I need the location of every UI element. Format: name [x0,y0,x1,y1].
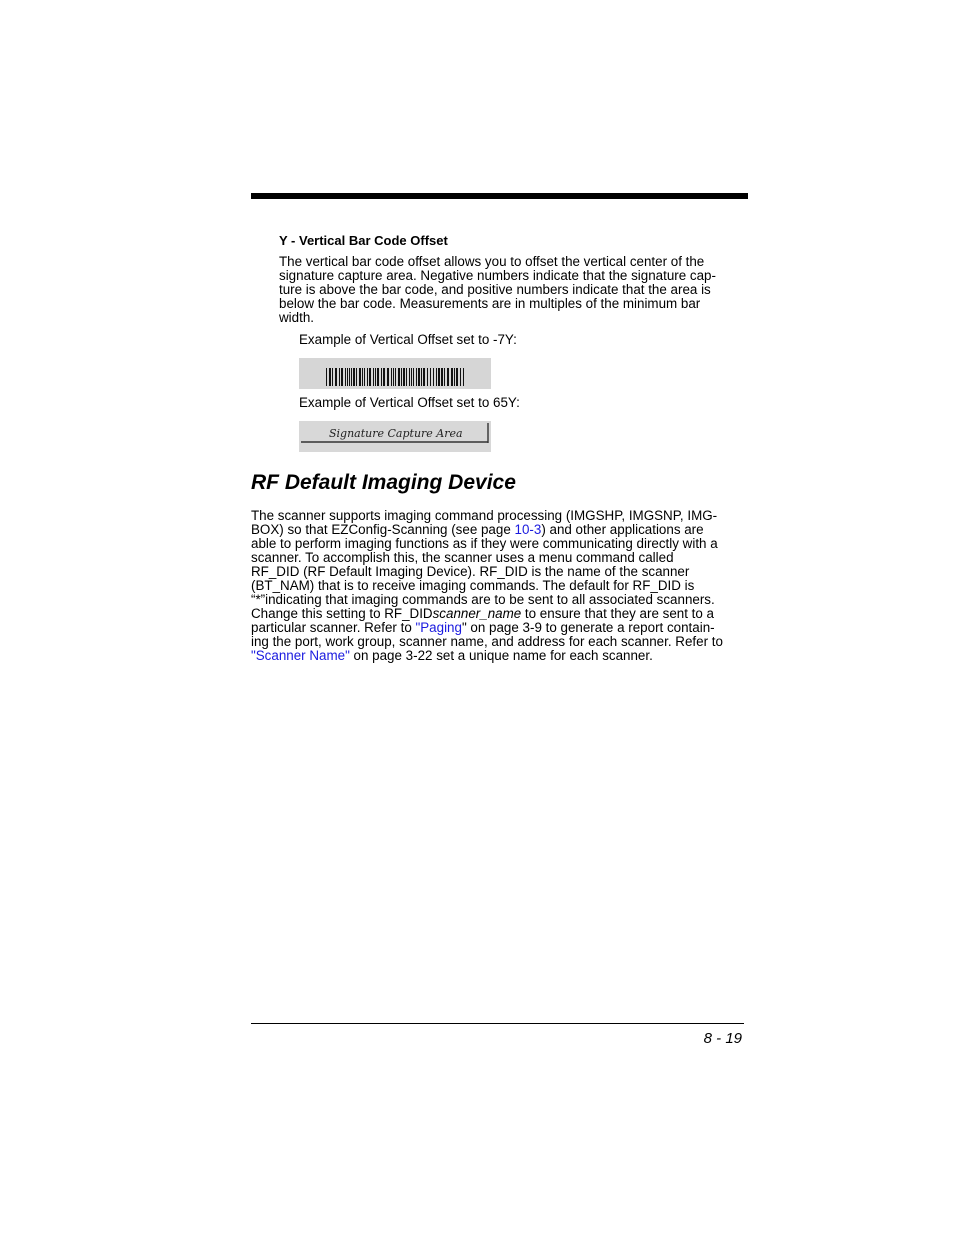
barcode-example-image [299,358,491,389]
barcode-bar [362,368,363,386]
page-number: 8 - 19 [703,1030,742,1047]
paging-link[interactable]: "Paging [415,620,462,635]
barcode-bar [398,368,400,386]
barcode-graphic [299,358,491,389]
barcode-bar [387,368,389,386]
text-segment: BOX) so that EZConfig-Scanning (see page [251,522,515,537]
barcode-bar [375,368,376,386]
barcode-bar [456,368,458,386]
barcode-bar [373,368,374,386]
header-rule [251,193,748,199]
barcode-bar [329,368,331,386]
barcode-bar [463,368,464,386]
text-segment: ) and other applications are [541,522,704,537]
paragraph-line: width. [279,310,314,325]
barcode-bar [406,368,407,386]
barcode-bar [447,368,449,386]
paragraph-line: signature capture area. Negative numbers indicate that the signature cap- [279,268,716,283]
barcode-bar [383,368,385,386]
barcode-bar [332,368,333,386]
paragraph-line [251,621,746,635]
barcode-bar [364,368,365,386]
barcode-bar [454,368,455,386]
signature-graphic [299,421,491,452]
barcode-bar [436,368,437,386]
text-segment: particular scanner. Refer to [251,620,416,635]
barcode-bar [339,368,340,386]
barcode-bar [326,368,327,386]
barcode-bar [441,368,443,386]
page-10-3-link[interactable]: 10-3 [514,522,542,537]
barcode-bar [381,368,382,386]
paragraph-line: (BT_NAM) that is to receive imaging commands. The default for RF_DID is [251,578,695,593]
barcode-bar [433,368,434,386]
paragraph-line: able to perform imaging functions as if they were communicating directly with a [251,536,718,551]
barcode-bar [353,368,355,386]
paragraph-line [251,523,746,537]
barcode-bar [421,368,422,386]
barcode-bar [427,368,428,386]
paragraph-line: ture is above the bar code, and positive numbers indicate that the area is [279,282,711,297]
paragraph-line: scanner. To accomplish this, the scanner uses a menu command called [251,550,674,565]
scanner-name-link[interactable]: "Scanner Name" [251,648,350,663]
barcode-bar [351,368,352,386]
signature-capture-example-image [299,421,491,452]
footer-rule [251,1023,744,1024]
rf-default-paragraph [251,509,746,663]
example-minus-7y-label: Example of Vertical Offset set to -7Y: [299,332,517,347]
barcode-bar [403,368,405,386]
barcode-bar [359,368,361,386]
paragraph-line: The scanner supports imaging command processing (IMGSHP, IMGSNP, IMG- [251,508,718,523]
barcode-bar [347,368,348,386]
barcode-bar [413,368,414,386]
text-segment: Change this setting to RF_DID [251,606,433,621]
barcode-bar [345,368,346,386]
barcode-bar [349,368,350,386]
text-segment: to ensure that they are sent to a [521,606,715,621]
rf-default-imaging-device-title: RF Default Imaging Device [251,471,516,494]
barcode-bar [430,368,431,386]
barcode-bar [444,368,445,386]
barcode-bar [451,368,453,386]
paragraph-line: The vertical bar code offset allows you to offset the vertical center of the [279,254,705,269]
barcode-bar [416,368,417,386]
text-segment: " on page 3-9 to generate a report contain- [461,620,715,635]
vertical-offset-paragraph [279,255,744,325]
barcode-bar [418,368,420,386]
barcode-bar [423,368,425,386]
barcode-bar [395,368,396,386]
paragraph-line [251,607,746,621]
paragraph-line: below the bar code. Measurements are in multiples of the minimum bar [279,296,701,311]
barcode-bar [369,368,371,386]
barcode-bar [393,368,394,386]
paragraph-line: RF_DID (RF Default Imaging Device). RF_DID is the name of the scanner [251,564,690,579]
scanner-name-term: scanner_name [432,606,522,621]
barcode-bar [460,368,461,386]
signature-image-text: Signature Capture Area [329,427,463,440]
barcode-bar [335,368,337,386]
example-65y-label: Example of Vertical Offset set to 65Y: [299,395,520,410]
barcode-bar [401,368,402,386]
paragraph-line: ing the port, work group, scanner name, and address for each scanner. Refer to [251,634,723,649]
barcode-bar [409,368,410,386]
barcode-bar [341,368,343,386]
barcode-bar [377,368,379,386]
subheading-vertical-offset: Y - Vertical Bar Code Offset [279,233,448,248]
barcode-bar [391,368,392,386]
paragraph-line [251,649,746,663]
barcode-bar [356,368,357,386]
barcode-bar [411,368,412,386]
barcode-bar [367,368,368,386]
text-segment: on page 3-22 set a unique name for each scanner. [349,648,653,663]
paragraph-line: “*”indicating that imaging commands are to be sent to all associated scanners. [251,592,715,607]
barcode-bar [438,368,440,386]
